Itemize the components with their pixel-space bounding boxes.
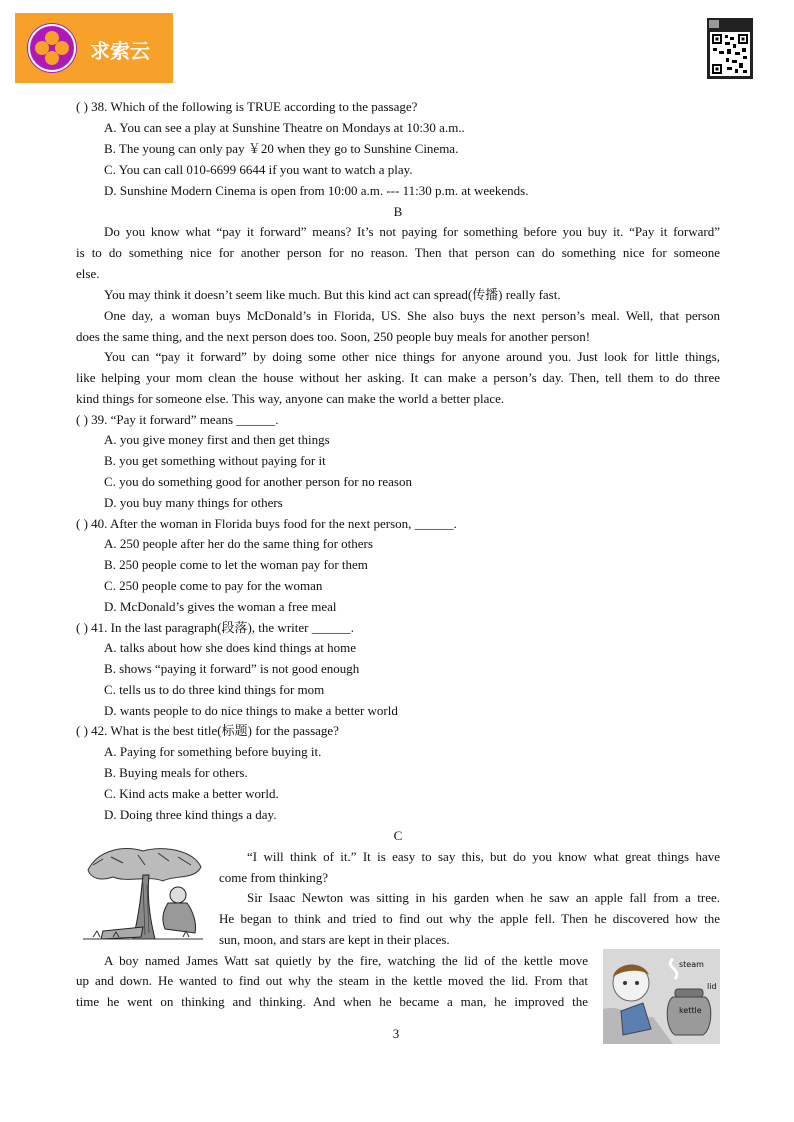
q41-option-a: A. talks about how she does kind things at home: [104, 640, 357, 655]
passage-b-p1-line1: Do you know what “pay it forward” means? It’s not paying for something before you buy it. “Pay it forward”: [104, 224, 720, 239]
q40-option-a: A. 250 people after her do the same thing for others: [104, 536, 373, 551]
brand-name: 求索云: [90, 39, 150, 63]
passage-b-p4-line1: You can “pay it forward” by doing some other nice things for anyone around you. Just look for little things,: [104, 349, 720, 364]
q41-option-b: B. shows “paying it forward” is not good enough: [104, 661, 360, 676]
passage-b-p1-line3: else.: [76, 266, 100, 281]
q39-option-b: B. you get something without paying for it: [104, 453, 326, 468]
passage-c-p2-line2: He began to think and tried to find out why the apple fell. Then he discovered how the: [219, 911, 720, 926]
lid-label: lid: [707, 982, 717, 991]
passage-b-p1-line2: is to do something nice for another person for no reason. Then that person can do something nice for someone: [76, 245, 720, 260]
passage-c-p3-line2: up and down. He wanted to find out why the steam in the kettle moved the lid. From that: [76, 973, 588, 988]
passage-b-p3-line2: does the same thing, and the next person does too. Soon, 250 people buy meals for another person!: [76, 329, 591, 344]
steam-label: steam: [679, 960, 704, 969]
section-b-heading: B: [393, 204, 403, 219]
page-number: 3: [392, 1026, 400, 1041]
q42-option-d: D. Doing three kind things a day.: [104, 807, 277, 822]
passage-c-p3-line3: time he went on thinking and thinking. And when he became a man, he improved the: [76, 994, 588, 1009]
q41-option-c: C. tells us to do three kind things for mom: [104, 682, 325, 697]
q41-stem: ( ) 41. In the last paragraph(段落), the writer ______.: [76, 620, 354, 635]
q42-option-b: B. Buying meals for others.: [104, 765, 248, 780]
passage-c-p1-line1: “I will think of it.” It is easy to say this, but do you know what great things have: [247, 849, 720, 864]
passage-b-p4-line2: like helping your mom clean the house without her asking. It can make a person’s day. Then, tell them to do three: [76, 370, 720, 385]
passage-c-p2-line1: Sir Isaac Newton was sitting in his garden when he saw an apple fall from a tree.: [247, 890, 720, 905]
kettle-label: kettle: [679, 1006, 702, 1015]
q42-stem: ( ) 42. What is the best title(标题) for the passage?: [76, 723, 339, 738]
passage-c-p2-line3: sun, moon, and stars are kept in their places.: [219, 932, 450, 947]
qr-code-icon: [707, 18, 753, 79]
q40-option-d: D. McDonald’s gives the woman a free meal: [104, 599, 337, 614]
q39-option-d: D. you buy many things for others: [104, 495, 283, 510]
q38-option-d: D. Sunshine Modern Cinema is open from 10:00 a.m. --- 11:30 p.m. at weekends.: [104, 183, 529, 198]
passage-c-p1-line2: come from thinking?: [219, 870, 329, 885]
section-c-heading: C: [393, 828, 403, 843]
clover-icon: [27, 23, 77, 73]
q40-option-c: C. 250 people come to pay for the woman: [104, 578, 323, 593]
q38-option-a: A. You can see a play at Sunshine Theatre on Mondays at 10:30 a.m..: [104, 120, 465, 135]
passage-c-p3-line1: A boy named James Watt sat quietly by the fire, watching the lid of the kettle move: [104, 953, 588, 968]
passage-b-p2: You may think it doesn’t seem like much. But this kind act can spread(传播) really fast.: [104, 287, 561, 302]
q38-option-b: B. The young can only pay ￥20 when they go to Sunshine Cinema.: [104, 141, 459, 156]
passage-b-p4-line3: kind things for someone else. This way, anyone can make the world a better place.: [76, 391, 505, 406]
q39-stem: ( ) 39. “Pay it forward” means ______.: [76, 412, 279, 427]
watt-kettle-image: [603, 949, 720, 1044]
q39-option-c: C. you do something good for another person for no reason: [104, 474, 412, 489]
q40-stem: ( ) 40. After the woman in Florida buys food for the next person, ______.: [76, 516, 457, 531]
q42-option-a: A. Paying for something before buying it.: [104, 744, 322, 759]
newton-under-tree-image: [83, 845, 203, 941]
q42-option-c: C. Kind acts make a better world.: [104, 786, 279, 801]
passage-b-p3-line1: One day, a woman buys McDonald’s in Florida, US. She also buys the next person’s meal. Well, that person: [104, 308, 720, 323]
q38-stem: ( ) 38. Which of the following is TRUE according to the passage?: [76, 99, 418, 114]
q39-option-a: A. you give money first and then get things: [104, 432, 330, 447]
brand-logo: [15, 13, 173, 83]
q41-option-d: D. wants people to do nice things to make a better world: [104, 703, 398, 718]
q38-option-c: C. You can call 010-6699 6644 if you want to watch a play.: [104, 162, 413, 177]
q40-option-b: B. 250 people come to let the woman pay for them: [104, 557, 368, 572]
